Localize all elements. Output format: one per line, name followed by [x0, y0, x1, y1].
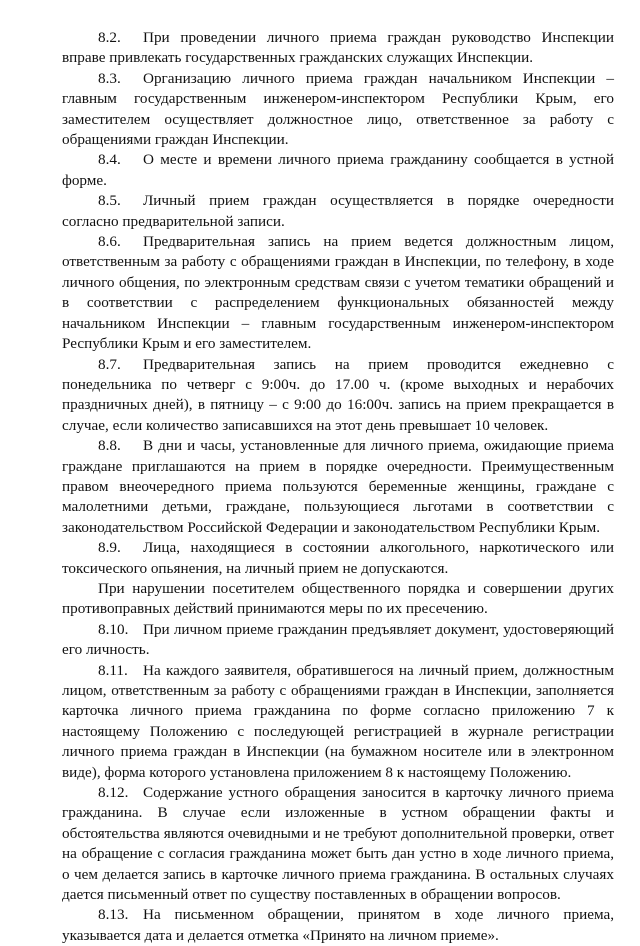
paragraph-number: 8.2. [98, 29, 121, 46]
paragraph-8-7 [62, 355, 614, 437]
paragraph-text: Личный прием граждан осуществляется в порядке очередности согласно предварительной записи. [62, 192, 614, 230]
paragraph-8-9-continued [62, 579, 614, 620]
paragraph-text: При нарушении посетителем общественного порядка и совершении других противоправных действий принимаются меры по их пресечению. [62, 579, 614, 618]
paragraph-number: 8.4. [98, 151, 121, 169]
paragraph-text: О месте и времени личного приема гражданину сообщается в устной форме. [62, 151, 614, 189]
paragraph-text: Предварительная запись на прием ведется должностным лицом, ответственным за работу с обращениями граждан в Инспекции, по телефону, в ходе личного общения, по электронным средствам связи с учетом тематики обращений и в соответствии с распределением функциональных обязанностей между начальником Инспекции – главным государственным инженером-инспектором Республики Крым и его заместителем. [62, 233, 614, 353]
paragraph-number: 8.9. [98, 539, 121, 557]
paragraph-8-3 [62, 69, 614, 151]
paragraph-number: 8.12. [98, 784, 129, 802]
paragraph-number: 8.8. [98, 437, 121, 455]
paragraph-8-9 [62, 538, 614, 579]
paragraph-8-4 [62, 150, 614, 191]
paragraph-8-10 [62, 620, 614, 661]
paragraph-number: 8.13. [98, 906, 129, 924]
paragraph-number: 8.6. [98, 233, 121, 251]
paragraph-8-13 [62, 905, 614, 946]
paragraph-number: 8.11. [98, 661, 128, 679]
paragraph-text: На каждого заявителя, обратившегося на личный прием, должностным лицом, ответственным за работу с обращениями граждан в Инспекции, заполняется карточка личного приема гражданина по форме согласно приложению 7 к настоящему Положению с последующей регистрацией в журнале регистрации личного приема граждан в Инспекции (на бумажном носителе или в электронном виде), форма которого установлена приложением 8 к настоящему Положению. [62, 661, 614, 781]
paragraph-number: 8.7. [98, 355, 121, 373]
paragraph-text: Лица, находящиеся в состоянии алкогольного, наркотического или токсического опьянения, на личный прием не допускаются. [62, 539, 614, 577]
paragraph-text: При проведении личного приема граждан руководство Инспекции вправе привлекать государственных гражданских служащих Инспекции. [62, 29, 614, 67]
paragraph-text: Содержание устного обращения заносится в карточку личного приема гражданина. В случае если изложенные в устном обращении факты и обстоятельства являются очевидными и не требуют дополнительной проверки, ответ на обращение с согласия гражданина может быть дан устно в ходе личного приема, о чем делается запись в карточке личного приема гражданина. В остальных случаях дается письменный ответ по существу поставленных в обращении вопросов. [62, 784, 614, 904]
paragraph-8-12 [62, 783, 614, 905]
paragraph-text: При личном приеме гражданин предъявляет документ, удостоверяющий его личность. [62, 620, 614, 659]
paragraph-8-8 [62, 436, 614, 538]
paragraph-number: 8.5. [98, 192, 121, 210]
paragraph-text: Организацию личного приема граждан начальником Инспекции – главным государственным инженером-инспектором Республики Крым, его заместителем осуществляет должностное лицо, ответственное за работу с обращениями граждан Инспекции. [62, 69, 614, 149]
paragraph-8-11 [62, 661, 614, 783]
paragraph-text: На письменном обращении, принятом в ходе личного приема, указывается дата и делается отметка «Принято на личном приеме». [62, 906, 614, 944]
paragraph-8-6 [62, 232, 614, 354]
paragraph-number: 8.10. [98, 620, 129, 638]
paragraph-number: 8.3. [98, 69, 121, 87]
paragraph-8-5 [62, 191, 614, 232]
paragraph-text: В дни и часы, установленные для личного приема, ожидающие приема граждане приглашаются на прием в порядке очередности. Преимущественным правом внеочередного приема пользуются беременные женщины, граждане с малолетними детьми, граждане, пользующиеся льготами в соответствии с законодательством Российской Федерации и законодательством Республики Крым. [62, 437, 614, 536]
paragraph-8-2 [62, 28, 614, 69]
document-page [62, 28, 614, 946]
paragraph-text: Предварительная запись на прием проводится ежедневно с понедельника по четверг с 9:00ч. до 17.00 ч. (кроме выходных и нерабочих праздничных дней), в пятницу – с 9:00 до 16:00ч. запись на прием прекращается в случае, если количество записавшихся на этот день превышает 10 человек. [62, 355, 614, 434]
